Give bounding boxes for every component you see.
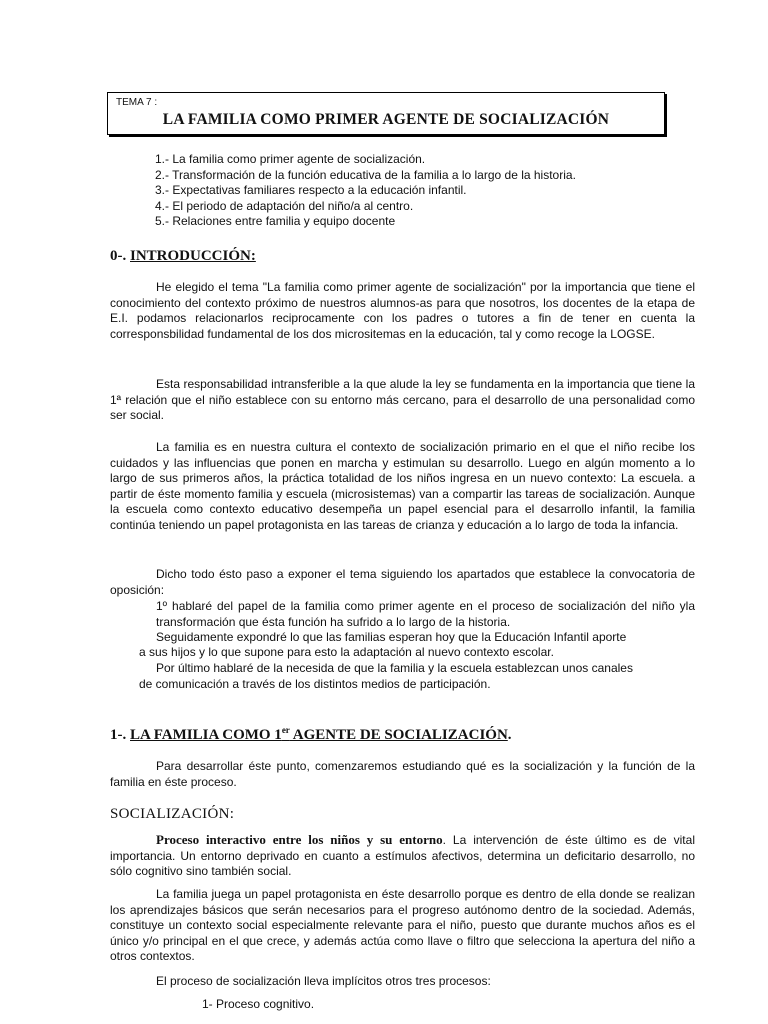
socializacion-heading: SOCIALIZACIÓN: (110, 806, 235, 822)
intro-point-3a: Por último hablaré de la necesida de que la familia y la escuela establezcan unos canales (156, 661, 633, 675)
intro-paragraph-3: La familia es en nuestra cultura el contexto de socialización primario en el que el niño recibe los cuidados y las influencias que ponen en marcha y estimulan su desarrollo. Luego en algún momento a lo largo de sus primeros años, la práctica totalidad de los niños ingresa en un nuevo contexto: La escuela. a partir de éste momento familia y escuela (microsistemas) van a compartir las tareas de socialización. Aunque la escuela como contexto educativo desempeña un papel esencial para el desarrollo infantil, la familia continúa teniendo un papel protagonista en las tareas de crianza y educación a lo largo de toda la infancia. (110, 440, 695, 532)
socializacion-definition: Proceso interactivo entre los niños y su entorno (156, 832, 443, 847)
socializacion-paragraph-1: Proceso interactivo entre los niños y su entorno. La intervención de éste último es de vital importancia. Un entorno deprivado en cuanto a estímulos afectivos, determina un deficitario desarrollo, no sólo cognitivo sino también social. (110, 832, 695, 878)
page-title: LA FAMILIA COMO PRIMER AGENTE DE SOCIALIZACIÓN (162, 111, 610, 128)
section-1-prefix: 1-. (110, 727, 127, 743)
intro-heading (110, 248, 256, 265)
intro-paragraph-1: He elegido el tema "La familia como primer agente de socialización" por la importancia que tiene el conocimiento del contexto próximo de nuestros alumnos-as para que nosotros, los docentes de la etapa de E.I. podamos relacionarlos reciprocamente con los padres o tutores a fin de tener en cuenta la corresponsbilidad fundamental de los dos micrositemas en la educación, tal y como recoge la LOGSE. (110, 280, 695, 341)
socializacion-paragraph-3: El proceso de socialización lleva implícitos otros tres procesos: (156, 974, 491, 988)
intro-heading-prefix: 0-. (110, 248, 127, 264)
section-1-paragraph: Para desarrollar éste punto, comenzaremos estudiando qué es la socialización y la función de la familia en éste proceso. (110, 759, 695, 789)
tema-label: TEMA 7 : (116, 97, 158, 108)
toc-item: 1.- La familia como primer agente de socialización. (155, 152, 426, 166)
socializacion-paragraph-2: La familia juega un papel protagonista en éste desarrollo porque es dentro de ella donde se realizan los aprendizajes básicos que serán necesarios para el progreso autónomo dentro de la sociedad. Además, constituye un contexto social especialmente relevante para el niño, puesto que durante muchos años es el único y/o principal en el que crece, y además actúa como llave o filtro que selecciona la apertura del niño a otros contextos. (110, 887, 695, 963)
intro-point-1: 1º hablaré del papel de la familia como primer agente en el proceso de socialización del niño yla transformación que ésta función ha sufrido a lo largo de la historia. (156, 599, 695, 629)
intro-point-3b: de comunicación a través de los distintos medios de participación. (139, 677, 491, 691)
intro-point-2b: a sus hijos y lo que supone para esto la adaptación al nuevo contexto escolar. (139, 645, 554, 659)
intro-paragraph-4: Dicho todo ésto paso a exponer el tema siguiendo los apartados que establece la convocatoria de oposición: (110, 567, 695, 597)
toc-item: 3.- Expectativas familiares respecto a la educación infantil. (155, 183, 467, 197)
intro-paragraph-2: Esta responsabilidad intransferible a la que alude la ley se fundamenta en la importancia que tiene la 1ª relación que el niño establece con su entorno más cercano, para el desarrollo de una personalidad como ser social. (110, 377, 695, 422)
title-box (107, 92, 665, 135)
section-1-title: LA FAMILIA COMO 1er AGENTE DE SOCIALIZACIÓN (130, 725, 508, 743)
toc-item: 4.- El periodo de adaptación del niño/a al centro. (155, 198, 414, 213)
section-1-heading: 1-. LA FAMILIA COMO 1er AGENTE DE SOCIALIZACIÓN. (110, 725, 512, 743)
process-item-1: 1- Proceso cognitivo. (202, 997, 315, 1011)
table-of-contents (155, 152, 576, 230)
intro-point-2a: Seguidamente expondré lo que las familias esperan hoy que la Educación Infantil aporte (156, 630, 627, 644)
toc-item: 2.- Transformación de la función educativa de la familia a lo largo de la historia. (155, 167, 576, 182)
toc-item: 5.- Relaciones entre familia y equipo docente (155, 214, 396, 228)
intro-heading-text: INTRODUCCIÓN: (130, 248, 256, 264)
